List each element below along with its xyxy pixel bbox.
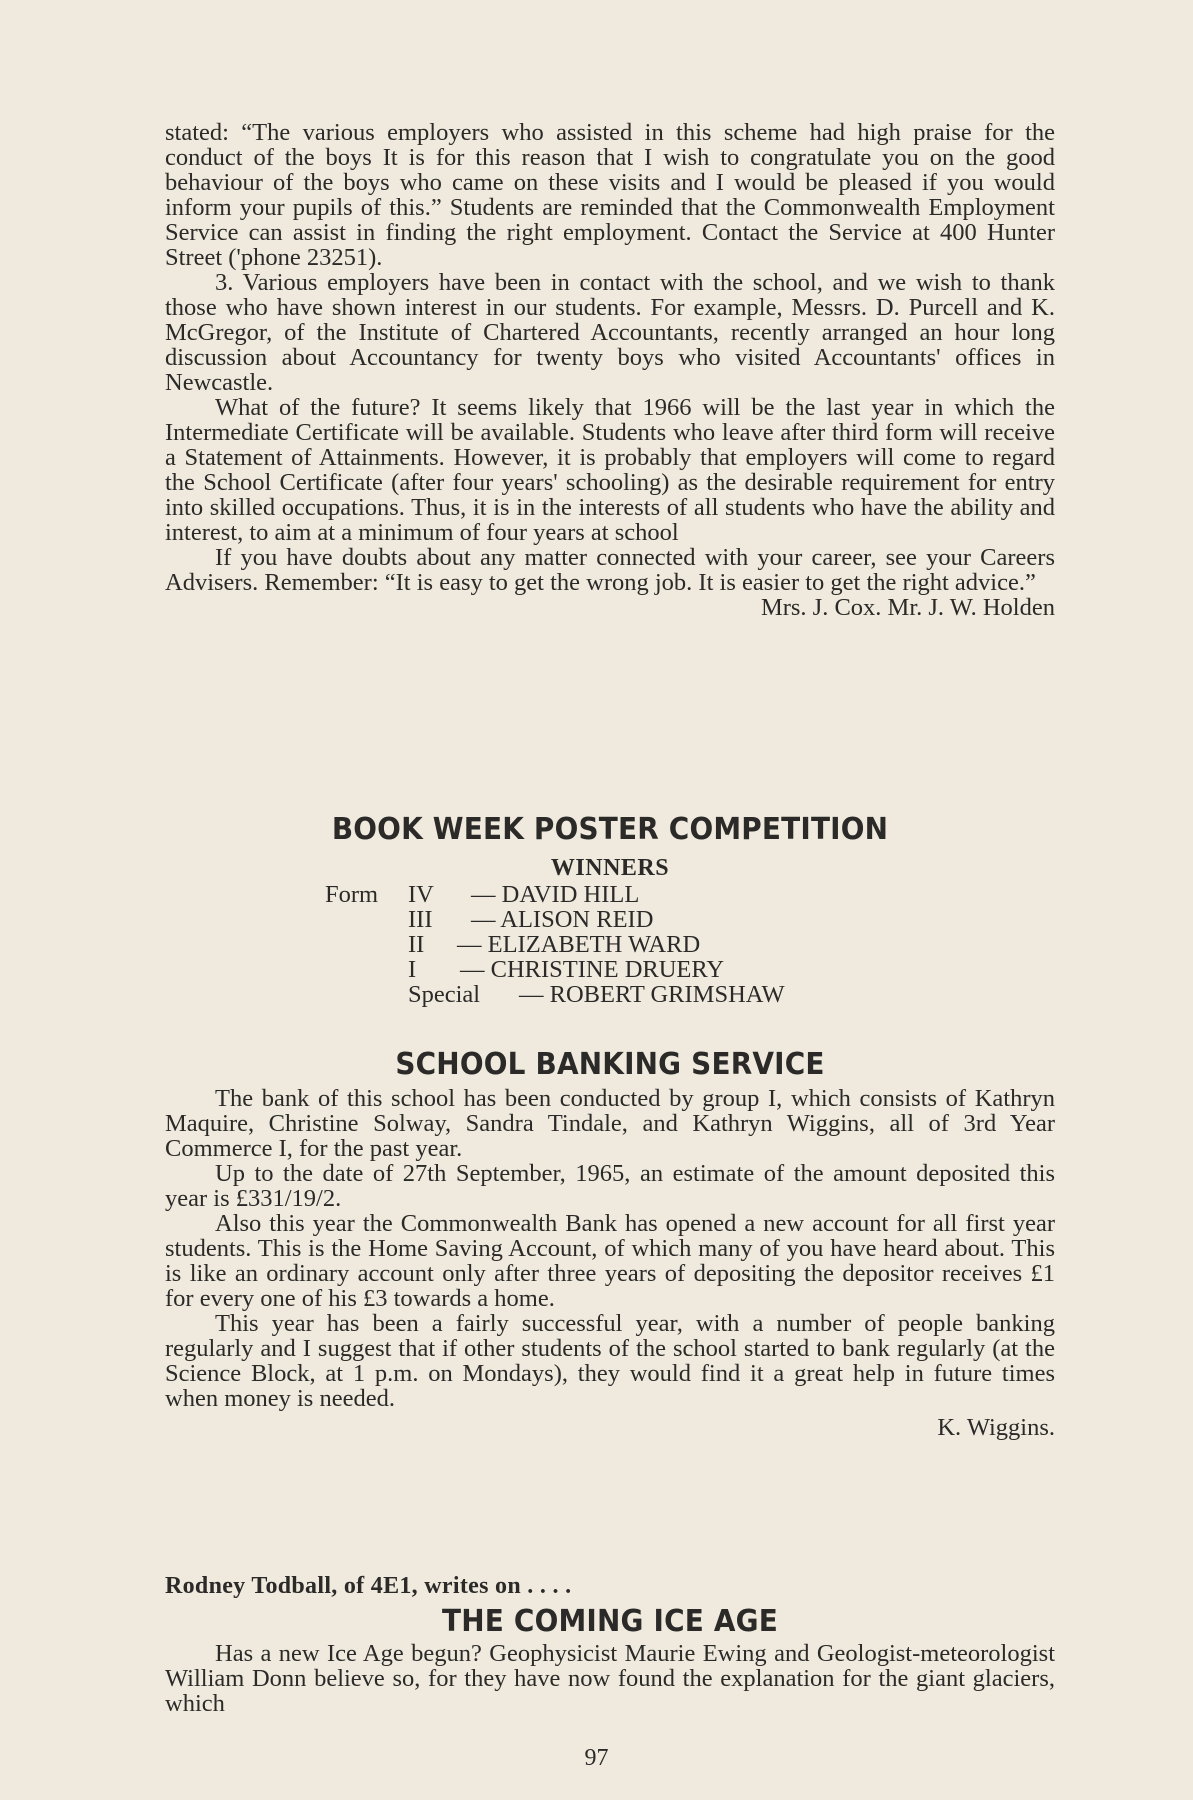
banking-section — [165, 1047, 1055, 1440]
careers-signature: Mrs. J. Cox. Mr. J. W. Holden — [760, 594, 1055, 621]
winner-row — [165, 932, 1055, 957]
form-label: Form — [325, 881, 379, 908]
careers-paragraph-3: What of the future? It seems likely that 1966 will be the last year in which the Intermediate Certificate will be available. Students who leave after third form will receive a Statement of Attainments. However, it is probably that employers will come to regard the School Certificate (after four years' schooling) as the desirable requirement for entry into skilled occupations. Thus, it is in the interests of all students who have the ability and interest, to aim at a minimum of four years at school — [165, 394, 1055, 546]
banking-signature: K. Wiggins. — [937, 1414, 1055, 1441]
ice-age-heading: THE COMING ICE AGE — [442, 1604, 778, 1639]
winner-form: Special — [408, 981, 481, 1008]
ice-age-paragraph-1: Has a new Ice Age begun? Geophysicist Maurie Ewing and Geologist-meteorologist William Donn believe so, for they have now found the explanation for the giant glaciers, which — [165, 1640, 1055, 1717]
banking-paragraph-1: The bank of this school has been conducted by group I, which consists of Kathryn Maquire, Christine Solway, Sandra Tindale, and Kathryn Wiggins, all of 3rd Year Commerce I, for the past year. — [165, 1085, 1055, 1162]
winner-name: — ELIZABETH WARD — [457, 931, 701, 958]
poster-section — [165, 812, 1055, 847]
winner-form: IV — [408, 881, 434, 908]
banking-heading: SCHOOL BANKING SERVICE — [395, 1047, 825, 1082]
winner-form: III — [408, 906, 433, 933]
careers-paragraph-2: 3. Various employers have been in contact with the school, and we wish to thank those who have shown interest in our students. For example, Messrs. D. Purcell and K. McGregor, of the Institute of Chartered Accountants, recently arranged an hour long discussion about Accountancy for twenty boys who visited Accountants' offices in Newcastle. — [165, 269, 1055, 396]
winner-row — [165, 957, 1055, 982]
winners-list — [165, 855, 1055, 1007]
poster-heading: BOOK WEEK POSTER COMPETITION — [331, 812, 889, 847]
banking-paragraph-2: Up to the date of 27th September, 1965, an estimate of the amount deposited this year is £331/19/2. — [165, 1160, 1055, 1212]
winner-form: II — [408, 931, 425, 958]
ice-age-intro: Rodney Todball, of 4E1, writes on . . . . — [165, 1573, 572, 1599]
winner-name: — ROBERT GRIMSHAW — [519, 981, 785, 1008]
careers-paragraph-1: stated: “The various employers who assisted in this scheme had high praise for the conduct of the boys It is for this reason that I wish to congratulate you on the good behaviour of the boys who came on these visits and I would be pleased if you would inform your pupils of this.” Students are reminded that the Commonwealth Employment Service can assist in finding the right employment. Contact the Service at 400 Hunter Street ('phone 23251). — [165, 119, 1055, 271]
winner-name: — CHRISTINE DRUERY — [460, 956, 725, 983]
winner-row — [165, 882, 1055, 907]
careers-section — [165, 120, 1055, 620]
winner-name: — ALISON REID — [471, 906, 654, 933]
winner-row — [165, 982, 1055, 1007]
winner-row — [165, 907, 1055, 932]
banking-paragraph-3: Also this year the Commonwealth Bank has opened a new account for all first year students. This is the Home Saving Account, of which many of you have heard about. This is like an ordinary account only after three years of depositing the depositor receives £1 for every one of his £3 towards a home. — [165, 1210, 1055, 1312]
winners-title: WINNERS — [550, 855, 670, 881]
careers-paragraph-4: If you have doubts about any matter connected with your career, see your Careers Advisers. Remember: “It is easy to get the wrong job. It is easier to get the right advice.” — [165, 544, 1055, 596]
winner-name: — DAVID HILL — [471, 881, 640, 908]
banking-paragraph-4: This year has been a fairly successful year, with a number of people banking regularly and I suggest that if other students of the school started to bank regularly (at the Science Block, at 1 p.m. on Mondays), they would find it a great help in future times when money is needed. — [165, 1310, 1055, 1412]
page-number: 97 — [584, 1745, 609, 1771]
winner-form: I — [408, 956, 417, 983]
ice-age-section — [165, 1573, 1055, 1716]
